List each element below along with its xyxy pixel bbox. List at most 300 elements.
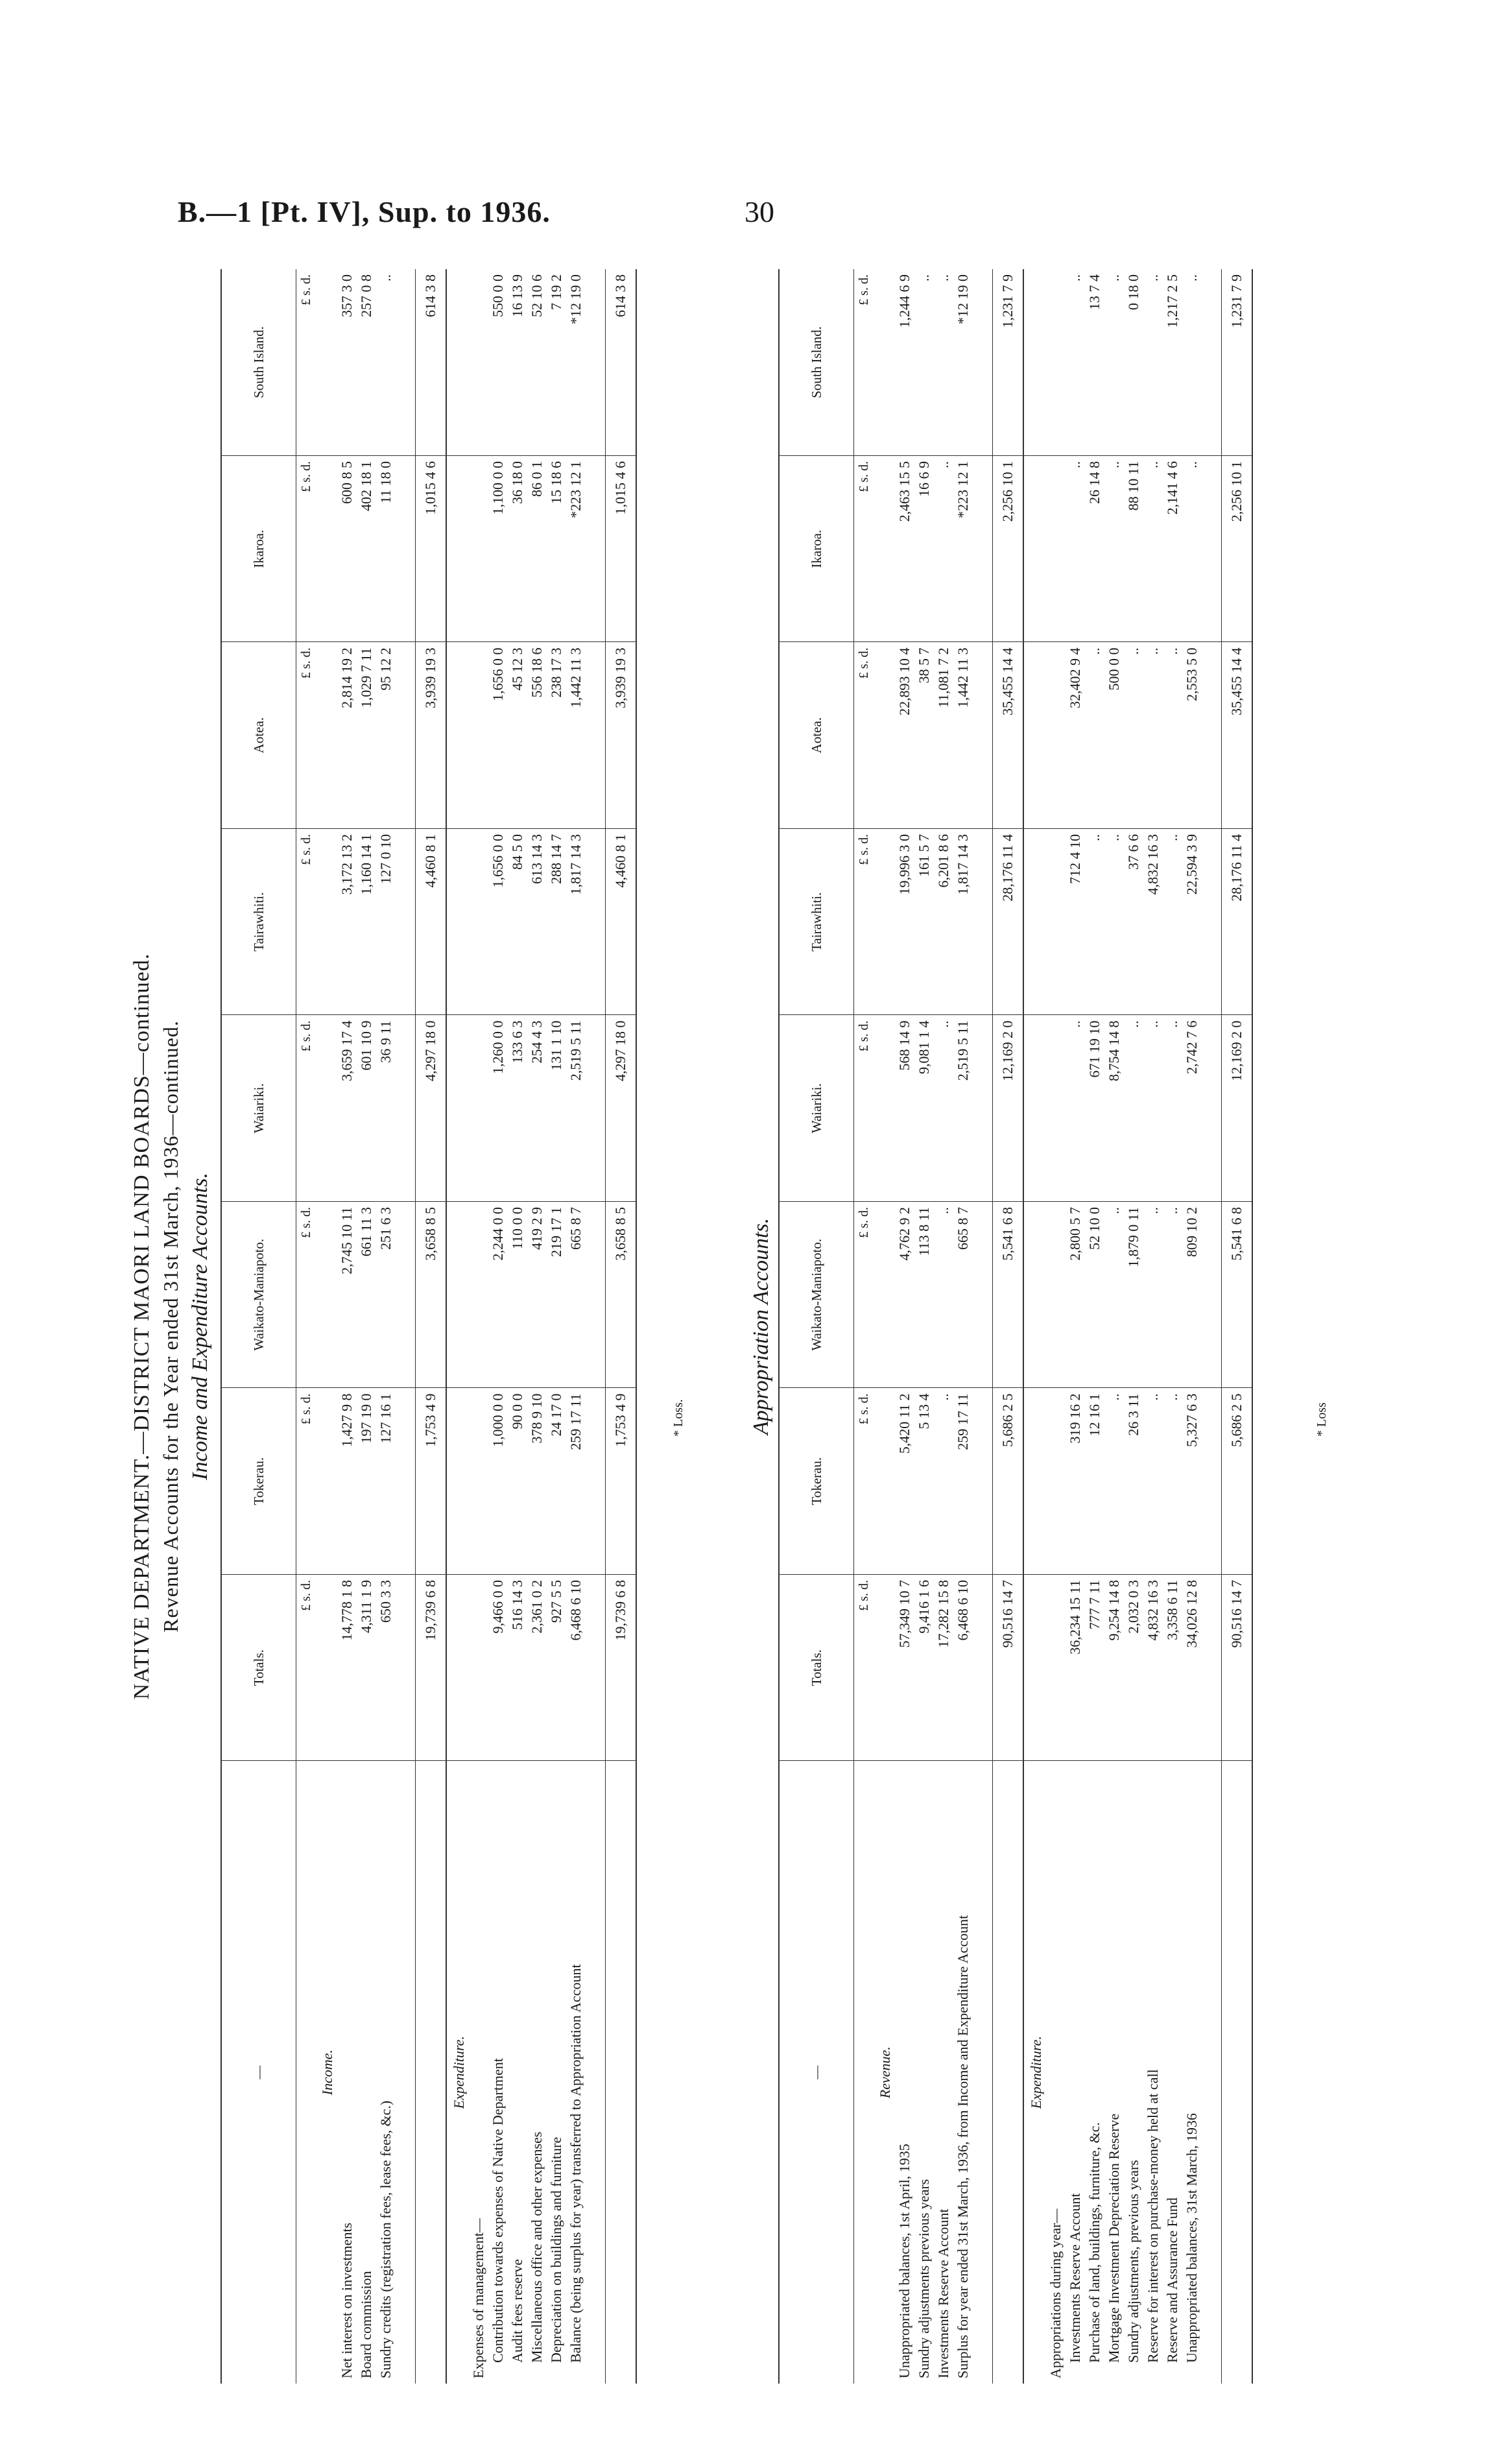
- blank-cell: [469, 642, 488, 829]
- table-row: [914, 269, 934, 2384]
- column-header: Aotea.: [779, 642, 854, 829]
- blank-cell: [873, 642, 895, 829]
- value-cell: ..: [1104, 456, 1124, 643]
- blank-cell: [469, 269, 488, 456]
- blank-cell: [446, 642, 469, 829]
- value-cell: 110 0 0: [508, 1202, 527, 1389]
- footnote-loss-2: * Loss: [1315, 1402, 1329, 1437]
- value-cell: ..: [1163, 642, 1182, 829]
- value-cell: 1,160 14 1: [357, 829, 376, 1016]
- value-cell: 2,463 15 5: [895, 456, 914, 643]
- value-cell: 22,594 3 9: [1182, 829, 1202, 1016]
- value-cell: 38 5 7: [914, 642, 934, 829]
- table-row: [1182, 269, 1202, 2384]
- value-cell: 1,260 0 0: [488, 1015, 508, 1202]
- value-cell: 661 11 3: [357, 1202, 376, 1389]
- value-cell: 927 5 5: [547, 1575, 566, 1762]
- value-cell: 9,416 1 6: [914, 1575, 934, 1762]
- value-cell: 52 10 6: [527, 269, 547, 456]
- units-cell: £ s. d.: [296, 269, 316, 456]
- value-cell: 254 4 3: [527, 1015, 547, 1202]
- units-cell: £ s. d.: [854, 642, 874, 829]
- blank-cell: [873, 1202, 895, 1389]
- value-cell: 7 19 2: [547, 269, 566, 456]
- section-heading-row: [1023, 269, 1046, 2384]
- group-label-row: [1046, 269, 1066, 2384]
- total-cell: 90,516 14 7: [993, 1575, 1024, 1762]
- total-cell: 90,516 14 7: [1222, 1575, 1253, 1762]
- value-cell: 2,361 0 2: [527, 1575, 547, 1762]
- total-cell: 5,541 6 8: [1222, 1202, 1253, 1389]
- value-cell: 37 6 6: [1124, 829, 1143, 1016]
- row-label: Purchase of land, buildings, furniture, &c.: [1086, 2122, 1102, 2363]
- blank-cell: [1202, 829, 1222, 1016]
- total-row: [416, 269, 447, 2384]
- value-cell: 131 1 10: [547, 1015, 566, 1202]
- value-cell: ..: [934, 456, 953, 643]
- value-cell: 26 14 8: [1085, 456, 1104, 643]
- value-cell: 9,081 1 4: [914, 1015, 934, 1202]
- value-cell: 36 9 11: [376, 1015, 396, 1202]
- value-cell: 197 19 0: [357, 1388, 376, 1575]
- blank-cell: [446, 1015, 469, 1202]
- total-row: [993, 269, 1024, 2384]
- total-cell: 1,231 7 9: [1222, 269, 1253, 456]
- blank-cell: [315, 1015, 337, 1202]
- row-label: Sundry adjustments, previous years: [1125, 2160, 1141, 2363]
- value-cell: 52 10 0: [1085, 1202, 1104, 1389]
- value-cell: 2,800 5 7: [1066, 1202, 1085, 1389]
- row-label: Miscellaneous office and other expenses: [529, 2131, 545, 2363]
- table-header-row: [779, 269, 854, 2384]
- column-header: Waikato-Maniapoto.: [221, 1202, 296, 1389]
- blank-cell: [586, 829, 606, 1016]
- row-label: Investments Reserve Account: [1067, 2193, 1083, 2363]
- value-cell: 161 5 7: [914, 829, 934, 1016]
- group-label: Appropriations during year—: [1047, 2208, 1064, 2378]
- value-cell: 12 16 1: [1085, 1388, 1104, 1575]
- table-body: [296, 269, 637, 2384]
- blank-cell: [873, 829, 895, 1016]
- row-label: Reserve and Assurance Fund: [1164, 2197, 1180, 2363]
- column-header: South Island.: [779, 269, 854, 456]
- blank-cell: [854, 1761, 874, 2384]
- section-heading: Revenue.: [877, 2046, 893, 2099]
- blank-cell: [396, 1761, 416, 2384]
- blank-cell: [1046, 269, 1066, 456]
- value-cell: 19,996 3 0: [895, 829, 914, 1016]
- blank-cell: [993, 1761, 1024, 2384]
- blank-cell: [873, 1575, 895, 1762]
- value-cell: 26 3 11: [1124, 1388, 1143, 1575]
- blank-cell: [606, 1761, 637, 2384]
- value-cell: 568 14 9: [895, 1015, 914, 1202]
- value-cell: 24 17 0: [547, 1388, 566, 1575]
- blank-cell: [396, 642, 416, 829]
- table-row: [488, 269, 508, 2384]
- blank-cell: [1202, 456, 1222, 643]
- value-cell: ..: [1085, 829, 1104, 1016]
- blank-cell: [873, 1388, 895, 1575]
- column-header: —: [779, 1761, 854, 2384]
- value-cell: ..: [376, 269, 396, 456]
- units-cell: £ s. d.: [854, 1202, 874, 1389]
- value-cell: 4,832 16 3: [1143, 1575, 1163, 1762]
- column-header: Tokerau.: [221, 1388, 296, 1575]
- blank-cell: [469, 1202, 488, 1389]
- value-cell: *12 19 0: [953, 269, 973, 456]
- units-cell: £ s. d.: [296, 1575, 316, 1762]
- value-cell: 5,420 11 2: [895, 1388, 914, 1575]
- table-row: [1124, 269, 1143, 2384]
- table-row: [376, 269, 396, 2384]
- table-row: [547, 269, 566, 2384]
- spacer-row: [1202, 269, 1222, 2384]
- total-cell: 28,176 11 4: [1222, 829, 1253, 1016]
- blank-cell: [1202, 269, 1222, 456]
- value-cell: 1,100 0 0: [488, 456, 508, 643]
- value-cell: ..: [1143, 642, 1163, 829]
- value-cell: 257 0 8: [357, 269, 376, 456]
- total-cell: 5,686 2 5: [1222, 1388, 1253, 1575]
- value-cell: 288 14 7: [547, 829, 566, 1016]
- value-cell: 1,217 2 5: [1163, 269, 1182, 456]
- row-label: Board commission: [358, 2271, 374, 2378]
- blank-cell: [315, 269, 337, 456]
- row-label: Net interest on investments: [339, 2222, 355, 2378]
- blank-cell: [1046, 1202, 1066, 1389]
- units-cell: £ s. d.: [296, 1202, 316, 1389]
- value-cell: 357 3 0: [337, 269, 357, 456]
- value-cell: 1,817 14 3: [566, 829, 586, 1016]
- value-cell: 5 13 4: [914, 1388, 934, 1575]
- value-cell: ..: [934, 1202, 953, 1389]
- blank-cell: [1202, 1761, 1222, 2384]
- table-body: [854, 269, 1253, 2384]
- value-cell: 2,032 0 3: [1124, 1575, 1143, 1762]
- total-cell: 3,939 19 3: [606, 642, 637, 829]
- units-cell: £ s. d.: [854, 269, 874, 456]
- total-cell: 5,541 6 8: [993, 1202, 1024, 1389]
- units-row: [296, 269, 316, 2384]
- value-cell: ..: [1085, 642, 1104, 829]
- blank-cell: [973, 269, 993, 456]
- value-cell: 95 12 2: [376, 642, 396, 829]
- value-cell: 3,659 17 4: [337, 1015, 357, 1202]
- main-title: NATIVE DEPARTMENT.—DISTRICT MAORI LAND BOARDS—continued.: [130, 953, 154, 1700]
- value-cell: ..: [1143, 1388, 1163, 1575]
- total-cell: 1,015 4 6: [416, 456, 447, 643]
- value-cell: 259 17 11: [953, 1388, 973, 1575]
- value-cell: ..: [1163, 1202, 1182, 1389]
- row-label: Unappropriated balances, 1st April, 1935: [896, 2144, 912, 2378]
- units-cell: £ s. d.: [296, 1015, 316, 1202]
- section-heading-row: [315, 269, 337, 2384]
- units-cell: £ s. d.: [854, 1575, 874, 1762]
- row-label: Unappropriated balances, 31st March, 1936: [1184, 2113, 1200, 2363]
- value-cell: 809 10 2: [1182, 1202, 1202, 1389]
- blank-cell: [396, 829, 416, 1016]
- value-cell: 650 3 3: [376, 1575, 396, 1762]
- table-row: [527, 269, 547, 2384]
- value-cell: ..: [1182, 456, 1202, 643]
- value-cell: 88 10 11: [1124, 456, 1143, 643]
- group-label-row: [469, 269, 488, 2384]
- total-cell: 4,460 8 1: [416, 829, 447, 1016]
- value-cell: ..: [1182, 269, 1202, 456]
- table-row: [934, 269, 953, 2384]
- blank-cell: [1023, 1015, 1046, 1202]
- blank-cell: [396, 1015, 416, 1202]
- total-cell: 4,460 8 1: [606, 829, 637, 1016]
- value-cell: 8,754 14 8: [1104, 1015, 1124, 1202]
- value-cell: 500 0 0: [1104, 642, 1124, 829]
- blank-cell: [469, 1575, 488, 1762]
- units-cell: £ s. d.: [296, 642, 316, 829]
- value-cell: 1,656 0 0: [488, 829, 508, 1016]
- value-cell: 2,141 4 6: [1163, 456, 1182, 643]
- value-cell: ..: [1124, 1015, 1143, 1202]
- blank-cell: [973, 829, 993, 1016]
- row-label: Audit fees reserve: [509, 2258, 525, 2363]
- total-cell: 12,169 2 0: [1222, 1015, 1253, 1202]
- value-cell: 1,442 11 3: [953, 642, 973, 829]
- income-expenditure-table: [220, 269, 637, 2384]
- blank-cell: [1046, 456, 1066, 643]
- footnote-loss: * Loss.: [671, 1399, 685, 1437]
- blank-cell: [396, 1388, 416, 1575]
- blank-cell: [469, 1388, 488, 1575]
- value-cell: 1,000 0 0: [488, 1388, 508, 1575]
- value-cell: 1,656 0 0: [488, 642, 508, 829]
- value-cell: 1,442 11 3: [566, 642, 586, 829]
- units-cell: £ s. d.: [854, 1388, 874, 1575]
- blank-cell: [469, 456, 488, 643]
- value-cell: ..: [1104, 829, 1124, 1016]
- blank-cell: [1202, 642, 1222, 829]
- value-cell: 0 18 0: [1124, 269, 1143, 456]
- column-header: Tairawhiti.: [221, 829, 296, 1016]
- total-cell: 35,455 14 4: [1222, 642, 1253, 829]
- sub-title: Revenue Accounts for the Year ended 31st March, 1936—continued.: [159, 1020, 182, 1633]
- value-cell: 133 6 3: [508, 1015, 527, 1202]
- blank-cell: [1046, 1575, 1066, 1762]
- value-cell: 378 9 10: [527, 1388, 547, 1575]
- blank-cell: [973, 456, 993, 643]
- blank-cell: [1023, 1388, 1046, 1575]
- value-cell: 665 8 7: [566, 1202, 586, 1389]
- value-cell: 36,234 15 11: [1066, 1575, 1085, 1762]
- value-cell: 238 17 3: [547, 642, 566, 829]
- value-cell: ..: [1163, 1015, 1182, 1202]
- column-header: South Island.: [221, 269, 296, 456]
- value-cell: 127 16 1: [376, 1388, 396, 1575]
- value-cell: 319 16 2: [1066, 1388, 1085, 1575]
- blank-cell: [1023, 642, 1046, 829]
- rotated-content: [126, 269, 1346, 2384]
- value-cell: 665 8 7: [953, 1202, 973, 1389]
- value-cell: 419 2 9: [527, 1202, 547, 1389]
- blank-cell: [315, 1575, 337, 1762]
- value-cell: ..: [1066, 1015, 1085, 1202]
- total-cell: 3,658 8 5: [606, 1202, 637, 1389]
- value-cell: *12 19 0: [566, 269, 586, 456]
- value-cell: 2,553 5 0: [1182, 642, 1202, 829]
- value-cell: 4,311 1 9: [357, 1575, 376, 1762]
- value-cell: 16 13 9: [508, 269, 527, 456]
- value-cell: *223 12 1: [953, 456, 973, 643]
- total-cell: 4,297 18 0: [416, 1015, 447, 1202]
- blank-cell: [1023, 456, 1046, 643]
- blank-cell: [1046, 829, 1066, 1016]
- value-cell: 16 6 9: [914, 456, 934, 643]
- value-cell: 17,282 15 8: [934, 1575, 953, 1762]
- blank-cell: [396, 1202, 416, 1389]
- column-header: Aotea.: [221, 642, 296, 829]
- blank-cell: [1023, 1575, 1046, 1762]
- total-cell: 1,015 4 6: [606, 456, 637, 643]
- blank-cell: [315, 1202, 337, 1389]
- total-cell: 28,176 11 4: [993, 829, 1024, 1016]
- row-label: Sundry credits (registration fees, lease fees, &c.): [377, 2100, 394, 2378]
- blank-cell: [586, 1575, 606, 1762]
- blank-cell: [973, 1761, 993, 2384]
- blank-cell: [586, 1388, 606, 1575]
- total-cell: 3,658 8 5: [416, 1202, 447, 1389]
- value-cell: 402 18 1: [357, 456, 376, 643]
- value-cell: ..: [914, 269, 934, 456]
- value-cell: 2,519 5 11: [566, 1015, 586, 1202]
- value-cell: 113 8 11: [914, 1202, 934, 1389]
- table-row: [1163, 269, 1182, 2384]
- table-row: [357, 269, 376, 2384]
- row-label: Balance (being surplus for year) transferred to Appropriation Account: [567, 1964, 584, 2363]
- section-heading: Income.: [319, 2050, 335, 2096]
- blank-cell: [469, 1015, 488, 1202]
- row-label: Surplus for year ended 31st March, 1936, from Income and Expenditure Account: [955, 1915, 971, 2378]
- value-cell: 550 0 0: [488, 269, 508, 456]
- total-cell: 4,297 18 0: [606, 1015, 637, 1202]
- total-cell: 35,455 14 4: [993, 642, 1024, 829]
- value-cell: 6,201 8 6: [934, 829, 953, 1016]
- blank-cell: [446, 1575, 469, 1762]
- row-label: Investments Reserve Account: [935, 2208, 951, 2378]
- value-cell: 2,742 7 6: [1182, 1015, 1202, 1202]
- value-cell: 1,244 6 9: [895, 269, 914, 456]
- blank-cell: [315, 1388, 337, 1575]
- blank-cell: [1202, 1388, 1222, 1575]
- value-cell: ..: [1104, 1388, 1124, 1575]
- column-header: Tairawhiti.: [779, 829, 854, 1016]
- section-title-appropriation: Appropriation Accounts.: [749, 1217, 773, 1435]
- value-cell: 516 14 3: [508, 1575, 527, 1762]
- blank-cell: [1046, 1015, 1066, 1202]
- units-cell: £ s. d.: [854, 1015, 874, 1202]
- blank-cell: [973, 642, 993, 829]
- table-row: [1143, 269, 1163, 2384]
- blank-cell: [586, 1015, 606, 1202]
- total-cell: 614 3 8: [416, 269, 447, 456]
- value-cell: 671 19 10: [1085, 1015, 1104, 1202]
- value-cell: ..: [1066, 269, 1085, 456]
- value-cell: ..: [1066, 456, 1085, 643]
- column-header: Waiariki.: [779, 1015, 854, 1202]
- value-cell: 36 18 0: [508, 456, 527, 643]
- blank-cell: [446, 456, 469, 643]
- blank-cell: [873, 456, 895, 643]
- blank-cell: [396, 1575, 416, 1762]
- value-cell: 9,466 0 0: [488, 1575, 508, 1762]
- value-cell: 3,172 13 2: [337, 829, 357, 1016]
- blank-cell: [586, 456, 606, 643]
- value-cell: 219 17 1: [547, 1202, 566, 1389]
- value-cell: ..: [1124, 642, 1143, 829]
- total-cell: 1,753 4 9: [416, 1388, 447, 1575]
- value-cell: 251 6 3: [376, 1202, 396, 1389]
- value-cell: 90 0 0: [508, 1388, 527, 1575]
- table-row: [1066, 269, 1085, 2384]
- row-label: Mortgage Investment Depreciation Reserve: [1106, 2113, 1122, 2363]
- table-header-row: [221, 269, 296, 2384]
- value-cell: 11,081 7 2: [934, 642, 953, 829]
- value-cell: 34,026 12 8: [1182, 1575, 1202, 1762]
- blank-cell: [973, 1202, 993, 1389]
- blank-cell: [1023, 269, 1046, 456]
- blank-cell: [416, 1761, 447, 2384]
- value-cell: 4,832 16 3: [1143, 829, 1163, 1016]
- value-cell: 2,814 19 2: [337, 642, 357, 829]
- blank-cell: [873, 1015, 895, 1202]
- total-cell: 2,256 10 1: [1222, 456, 1253, 643]
- value-cell: 11 18 0: [376, 456, 396, 643]
- value-cell: 2,519 5 11: [953, 1015, 973, 1202]
- value-cell: ..: [1104, 269, 1124, 456]
- value-cell: 86 0 1: [527, 456, 547, 643]
- total-row: [1222, 269, 1253, 2384]
- units-cell: £ s. d.: [296, 1388, 316, 1575]
- blank-cell: [396, 269, 416, 456]
- column-header: Totals.: [779, 1575, 854, 1762]
- value-cell: 45 12 3: [508, 642, 527, 829]
- total-cell: 12,169 2 0: [993, 1015, 1024, 1202]
- total-cell: 19,739 6 8: [606, 1575, 637, 1762]
- units-cell: £ s. d.: [854, 829, 874, 1016]
- total-cell: 2,256 10 1: [993, 456, 1024, 643]
- blank-cell: [1023, 1202, 1046, 1389]
- value-cell: 127 0 10: [376, 829, 396, 1016]
- value-cell: 1,817 14 3: [953, 829, 973, 1016]
- page-header: [0, 0, 1489, 259]
- value-cell: 259 17 11: [566, 1388, 586, 1575]
- value-cell: 5,327 6 3: [1182, 1388, 1202, 1575]
- spacer-row: [586, 269, 606, 2384]
- value-cell: 9,254 14 8: [1104, 1575, 1124, 1762]
- value-cell: 2,745 10 11: [337, 1202, 357, 1389]
- value-cell: 777 7 11: [1085, 1575, 1104, 1762]
- value-cell: 556 18 6: [527, 642, 547, 829]
- blank-cell: [1023, 829, 1046, 1016]
- blank-cell: [315, 456, 337, 643]
- section-heading: Expenditure.: [451, 2036, 467, 2109]
- table-row: [1085, 269, 1104, 2384]
- document-reference: B.—1 [Pt. IV], Sup. to 1936.: [178, 195, 551, 228]
- column-header: Waikato-Maniapoto.: [779, 1202, 854, 1389]
- blank-cell: [315, 829, 337, 1016]
- column-header: —: [221, 1761, 296, 2384]
- value-cell: ..: [934, 1015, 953, 1202]
- blank-cell: [973, 1388, 993, 1575]
- units-cell: £ s. d.: [296, 456, 316, 643]
